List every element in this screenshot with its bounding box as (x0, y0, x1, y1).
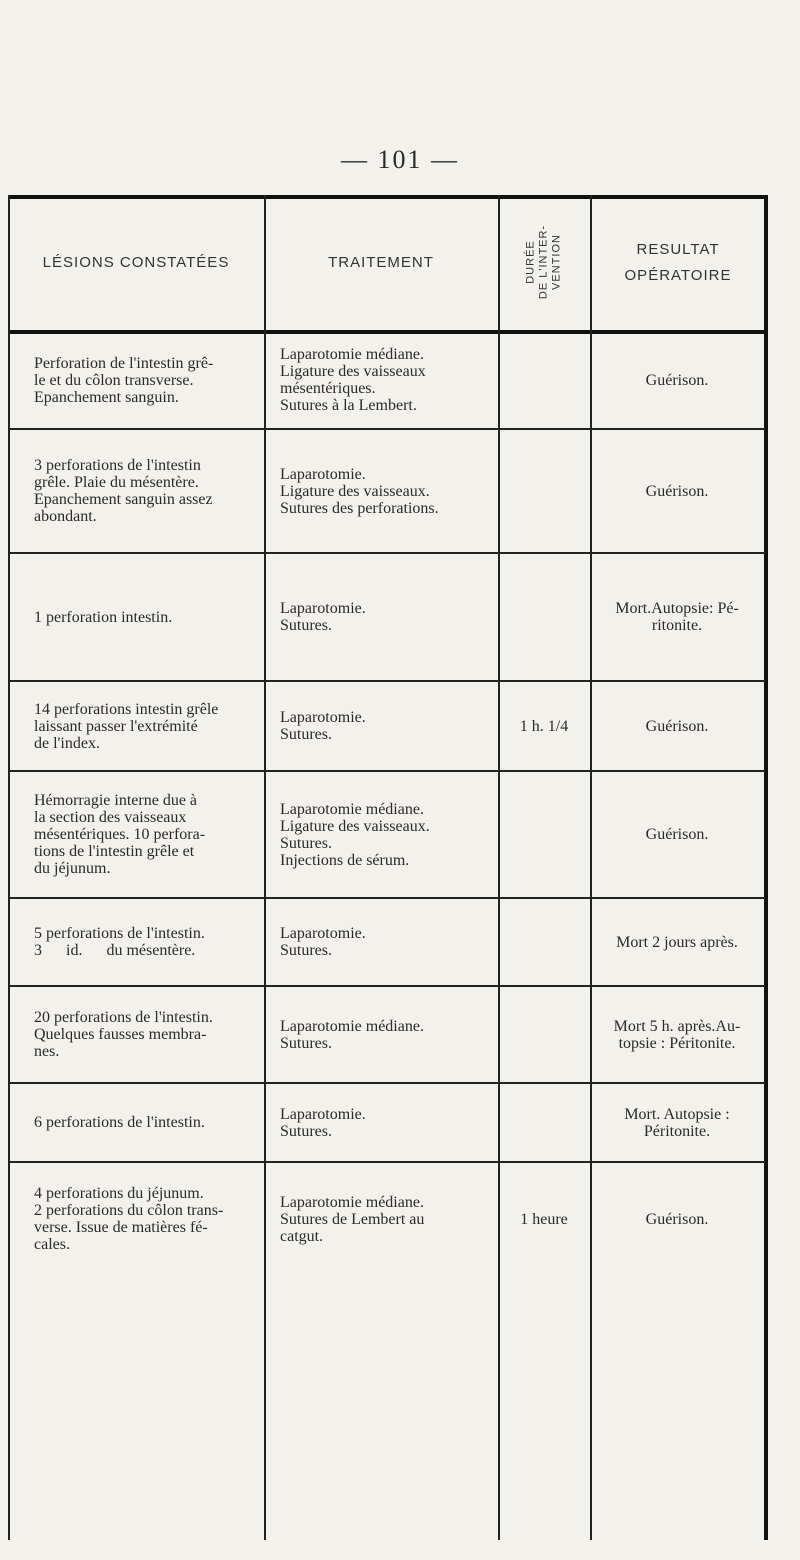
table-cell-duree (498, 554, 590, 680)
table-cell-resultat (590, 430, 764, 552)
table-cell-traitement-line: Laparotomie médiane. (280, 346, 424, 363)
table-cell-resultat-line: Guérison. (645, 482, 709, 500)
header-duree-line1: DURÉE (524, 240, 536, 284)
table-cell-traitement-line: Laparotomie. (280, 1105, 366, 1123)
table-cell-lesions (8, 682, 264, 770)
table-cell-traitement (264, 772, 498, 897)
table-cell-traitement-line: Sutures. (280, 1034, 332, 1052)
table-cell-lesions (8, 987, 264, 1082)
table-cell-duree (498, 332, 590, 428)
table-cell-lesions-line: 3 id. du mésentère. (34, 942, 196, 959)
table-cell-lesions-line: de l'index. (34, 734, 100, 752)
table-cell-lesions-line: laissant passer l'extrémité (34, 717, 198, 735)
table-cell-traitement (264, 1084, 498, 1161)
table-cell-traitement (264, 899, 498, 985)
table-cell-resultat-line: Mort. Autopsie : (624, 1105, 730, 1123)
table-cell-duree (498, 1163, 590, 1275)
table-cell-lesions-line: verse. Issue de matières fé- (34, 1219, 208, 1236)
header-lesions: LÉSIONS CONSTATÉES (42, 254, 230, 271)
table-cell-traitement-line: Laparotomie. (280, 465, 366, 483)
table-cell-traitement-line: Laparotomie. (280, 709, 366, 726)
table-cell-traitement-line: Laparotomie. (280, 600, 366, 617)
table-cell-traitement-line: Laparotomie médiane. (280, 1193, 424, 1211)
table-cell-resultat-line: Mort 5 h. après.Au- (613, 1017, 741, 1035)
table-cell-traitement-line: Sutures. (280, 726, 332, 743)
table-cell-resultat (590, 899, 764, 985)
table-cell-lesions-line: tions de l'intestin grêle et (34, 843, 195, 860)
table-cell-traitement (264, 430, 498, 552)
table-cell-traitement (264, 554, 498, 680)
table-cell-resultat (590, 772, 764, 897)
table-cell-lesions-line: 14 perforations intestin grêle (34, 700, 219, 718)
table-cell-resultat-line: Mort 2 jours après. (616, 933, 738, 951)
table-cell-lesions-line: 1 perforation intestin. (34, 608, 173, 626)
header-resultat-line2: OPÉRATOIRE (624, 266, 732, 284)
table-cell-traitement-line: mésentériques. (280, 380, 376, 397)
table-cell-traitement-line: Laparotomie. (280, 925, 366, 942)
table-cell-resultat (590, 1163, 764, 1275)
table-cell-lesions-line: Quelques fausses membra- (34, 1026, 207, 1043)
table-cell-traitement (264, 987, 498, 1082)
table-cell-traitement-line: Injections de sérum. (280, 851, 410, 869)
table-cell-resultat (590, 987, 764, 1082)
table-cell-traitement-line: Sutures. (280, 942, 332, 959)
table-cell-lesions (8, 554, 264, 680)
surgery-results-table (8, 195, 766, 1560)
table-cell-lesions-line: mésentériques. 10 perfora- (34, 826, 206, 843)
table-cell-duree (498, 772, 590, 897)
table-cell-traitement-line: Sutures à la Lembert. (280, 397, 417, 414)
table-cell-traitement (264, 332, 498, 428)
header-resultat-line1: RESULTAT (636, 240, 720, 258)
table-cell-lesions-line: 5 perforations de l'intestin. (34, 925, 205, 942)
table-cell-resultat-line: Mort.Autopsie: Pé- (615, 600, 739, 617)
table-cell-resultat-line: Guérison. (645, 1210, 709, 1228)
table-cell-lesions-line: cales. (34, 1236, 70, 1253)
header-traitement: TRAITEMENT (328, 254, 434, 271)
table-cell-resultat (590, 332, 764, 428)
table-cell-lesions-line: Perforation de l'intestin grê- (34, 354, 214, 372)
table-cell-resultat-line: Guérison. (645, 717, 709, 735)
header-duree (498, 195, 590, 330)
table-cell-resultat (590, 554, 764, 680)
table-cell-resultat-line: Guérison. (645, 826, 709, 843)
table-cell-traitement-line: Sutures. (280, 617, 332, 634)
table-cell-traitement-line: Ligature des vaisseaux. (280, 482, 430, 500)
table-cell-resultat (590, 1084, 764, 1161)
table-cell-traitement-line: Sutures des perforations. (280, 499, 439, 517)
table-cell-traitement (264, 1163, 498, 1275)
header-resultat (590, 195, 766, 330)
table-cell-lesions-line: 20 perforations de l'intestin. (34, 1009, 213, 1026)
table-cell-lesions-line: Epanchement sanguin assez (34, 491, 213, 508)
table-cell-duree (498, 1084, 590, 1161)
table-cell-lesions-line: nes. (34, 1043, 60, 1060)
table-cell-duree (498, 899, 590, 985)
table-cell-traitement-line: Ligature des vaisseaux (280, 363, 426, 380)
table-cell-duree (498, 682, 590, 770)
table-cell-lesions (8, 332, 264, 428)
table-cell-traitement-line: catgut. (280, 1227, 324, 1245)
page-number: — 101 — (341, 145, 459, 174)
table-cell-traitement-line: Laparotomie médiane. (280, 1017, 424, 1035)
table-cell-duree (498, 430, 590, 552)
table-cell-resultat-line: Péritonite. (643, 1122, 711, 1140)
table-cell-lesions (8, 1163, 264, 1275)
table-cell-lesions-line: la section des vaisseaux (34, 809, 187, 826)
table-cell-duree (498, 987, 590, 1082)
header-duree-line3: VENTION (550, 234, 562, 290)
table-cell-lesions-line: abondant. (34, 508, 97, 525)
table-cell-lesions-line: 3 perforations de l'intestin (34, 457, 201, 474)
table-cell-lesions-line: grêle. Plaie du mésentère. (34, 474, 199, 491)
table-cell-lesions (8, 1084, 264, 1161)
table-cell-lesions (8, 772, 264, 897)
table-cell-lesions-line: 4 perforations du jéjunum. (34, 1185, 204, 1202)
table-cell-duree-line: 1 heure (520, 1210, 568, 1228)
table-cell-duree-line: 1 h. 1/4 (519, 717, 569, 735)
table-cell-lesions-line: Epanchement sanguin. (34, 388, 179, 406)
table-cell-lesions (8, 899, 264, 985)
header-duree-line2: DE L'INTER- (537, 224, 549, 300)
table-cell-resultat-line: Guérison. (645, 371, 709, 389)
table-cell-resultat (590, 682, 764, 770)
table-cell-lesions-line: 6 perforations de l'intestin. (34, 1114, 205, 1131)
table-cell-traitement (264, 682, 498, 770)
table-cell-resultat-line: topsie : Péritonite. (618, 1034, 736, 1052)
table-cell-lesions-line: 2 perforations du côlon trans- (34, 1202, 224, 1219)
table-cell-traitement-line: Sutures. (280, 1122, 332, 1140)
table-cell-lesions (8, 430, 264, 552)
table-cell-traitement-line: Ligature des vaisseaux. (280, 817, 430, 835)
table-cell-traitement-line: Sutures. (280, 834, 332, 852)
table-cell-traitement-line: Laparotomie médiane. (280, 800, 424, 818)
table-cell-lesions-line: Hémorragie interne due à (34, 792, 198, 809)
table-cell-lesions-line: le et du côlon transverse. (34, 371, 194, 389)
table-cell-resultat-line: ritonite. (651, 617, 703, 634)
table-cell-lesions-line: du jéjunum. (34, 860, 111, 877)
table-cell-traitement-line: Sutures de Lembert au (280, 1210, 425, 1228)
